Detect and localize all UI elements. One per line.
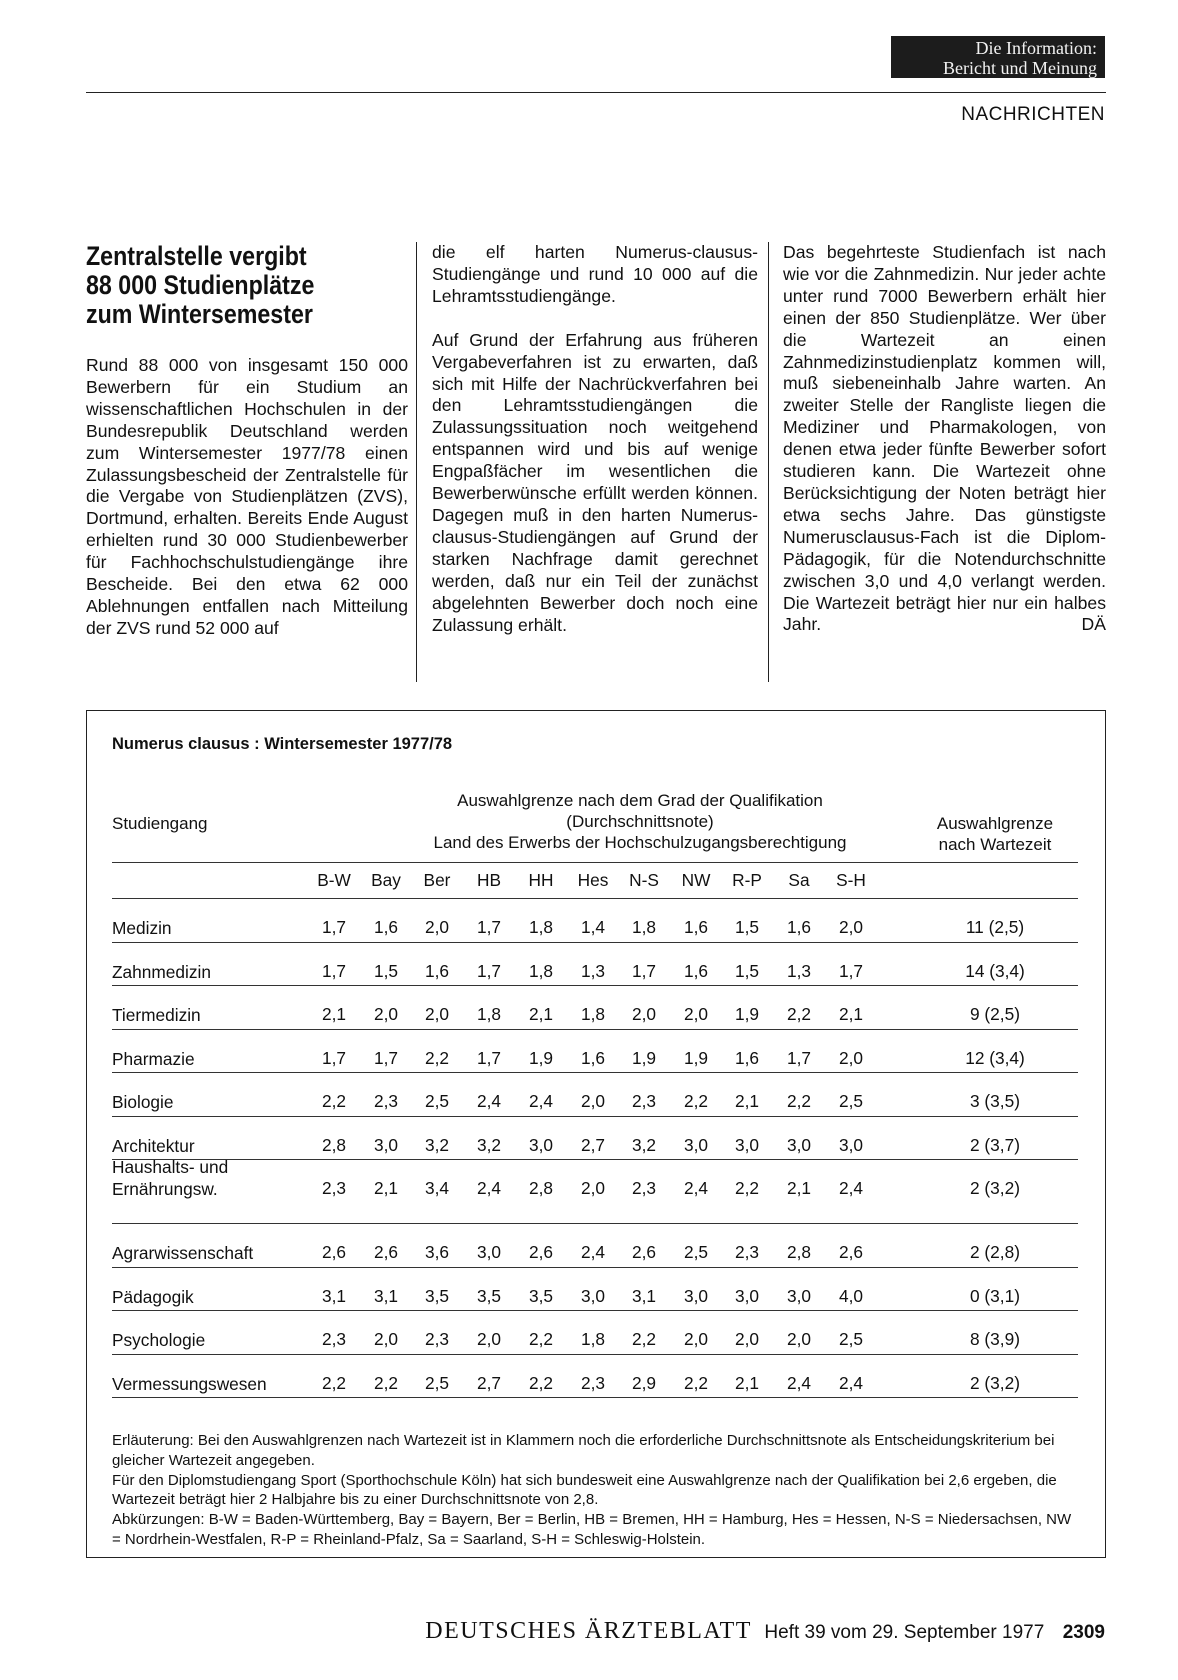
row-label-line: Ernährungsw. <box>112 1179 218 1199</box>
grade-cell: 1,7 <box>321 917 347 937</box>
header-wartezeit-line: nach Wartezeit <box>938 835 1052 854</box>
wartezeit-cell: 14 (3,4) <box>965 961 1025 981</box>
grade-cell: 4,0 <box>838 1286 864 1306</box>
row-label <box>112 1135 312 1157</box>
state-header: Sa <box>788 870 810 890</box>
grade-cell: 2,0 <box>580 1091 606 1111</box>
grade-cell: 2,0 <box>424 1004 450 1024</box>
header-qualifikation-line: Auswahlgrenze nach dem Grad der Qualifikation <box>457 791 823 810</box>
table-rule <box>112 1029 1078 1030</box>
grade-cell: 2,0 <box>786 1329 812 1349</box>
article-column-2 <box>432 242 758 636</box>
state-header: NW <box>681 870 711 890</box>
grade-cell: 2,2 <box>528 1329 554 1349</box>
headline-line-3: zum Wintersemester <box>86 299 313 329</box>
grade-cell: 2,5 <box>683 1242 709 1262</box>
article-paragraph <box>783 242 1106 636</box>
grade-cell: 2,0 <box>373 1329 399 1349</box>
grade-cell: 2,1 <box>786 1178 812 1198</box>
table-rule <box>112 898 1078 899</box>
grade-cell: 2,4 <box>528 1091 554 1111</box>
grade-cell: 2,0 <box>580 1178 606 1198</box>
grade-cell: 2,2 <box>786 1091 812 1111</box>
row-label <box>112 961 312 983</box>
state-header: HB <box>476 870 501 890</box>
row-label <box>112 1156 312 1200</box>
row-label-line: Pädagogik <box>112 1287 194 1307</box>
grade-cell: 2,7 <box>580 1135 606 1155</box>
row-label-line: Psychologie <box>112 1330 206 1350</box>
row-label-line: Medizin <box>112 918 172 938</box>
table-rule <box>112 1397 1078 1398</box>
wartezeit-cell: 8 (3,9) <box>970 1329 1020 1349</box>
wartezeit-cell: 2 (3,7) <box>970 1135 1020 1155</box>
grade-cell: 2,2 <box>631 1329 657 1349</box>
grade-cell: 2,0 <box>734 1329 760 1349</box>
grade-cell: 2,5 <box>838 1091 864 1111</box>
grade-cell: 2,8 <box>528 1178 554 1198</box>
grade-cell: 2,0 <box>838 1048 864 1068</box>
row-label <box>112 917 312 939</box>
grade-cell: 1,9 <box>528 1048 554 1068</box>
grade-cell: 2,1 <box>838 1004 864 1024</box>
grade-cell: 1,8 <box>580 1329 606 1349</box>
grade-cell: 2,5 <box>838 1329 864 1349</box>
header-wartezeit-line: Auswahlgrenze <box>936 814 1054 833</box>
grade-cell: 2,9 <box>631 1373 657 1393</box>
grade-cell: 2,2 <box>734 1178 760 1198</box>
grade-cell: 3,2 <box>476 1135 502 1155</box>
table-notes <box>112 1431 1078 1550</box>
headline-line-1: Zentralstelle vergibt <box>86 241 307 271</box>
grade-cell: 1,8 <box>476 1004 502 1024</box>
grade-cell: 1,6 <box>424 961 450 981</box>
state-header: HH <box>528 870 554 890</box>
grade-cell: 1,9 <box>734 1004 760 1024</box>
grade-cell: 2,3 <box>631 1178 657 1198</box>
article-column-3 <box>783 242 1106 636</box>
state-header: Ber <box>423 870 451 890</box>
row-label <box>112 1286 312 1308</box>
grade-cell: 2,2 <box>321 1091 347 1111</box>
grade-cell: 2,4 <box>476 1178 502 1198</box>
table-rule <box>112 1354 1078 1355</box>
grade-cell: 3,0 <box>476 1242 502 1262</box>
grade-cell: 3,0 <box>580 1286 606 1306</box>
grade-cell: 2,4 <box>683 1178 709 1198</box>
grade-cell: 2,5 <box>424 1373 450 1393</box>
header-wartezeit <box>900 813 1090 855</box>
header-studiengang: Studiengang <box>112 814 208 833</box>
grade-cell: 1,8 <box>528 961 554 981</box>
grade-cell: 2,1 <box>373 1178 399 1198</box>
grade-cell: 2,5 <box>424 1091 450 1111</box>
article-paragraph-text: Das begehrteste Studienfach ist nach wie vor die Zahnmedizin. Nur jeder achte unter rund 7000 Bewerbern erhält hier einen der 850 Studienplätze. Wer über die Wartezeit an einen Zahnmedizinstudienplatz kommen will, muß siebeneinhalb Jahre warten. An zweiter Stelle der Rangliste liegen die Mediziner und Pharmakologen, von denen etwa jeder fünfte Bewerber sofort studieren kann. Die Wartezeit ohne Berücksichtigung der Noten beträgt hier etwa sechs Jahre. Das günstigste Numerusclausus-Fach ist die Diplom-Pädagogik, für die Notendurchschnitte zwischen 3,0 und 4,0 verlangt werden. Die Wartezeit beträgt hier nur ein halbes Jahr. <box>783 242 1106 635</box>
grade-cell: 2,2 <box>683 1373 709 1393</box>
grade-cell: 2,4 <box>580 1242 606 1262</box>
grade-cell: 2,8 <box>786 1242 812 1262</box>
grade-cell: 2,0 <box>683 1004 709 1024</box>
grade-cell: 2,1 <box>321 1004 347 1024</box>
row-label-line: Biologie <box>112 1092 174 1112</box>
grade-cell: 2,4 <box>838 1373 864 1393</box>
wartezeit-cell: 9 (2,5) <box>970 1004 1020 1024</box>
row-label <box>112 1373 312 1395</box>
grade-cell: 3,0 <box>786 1135 812 1155</box>
grade-cell: 1,3 <box>786 961 812 981</box>
grade-cell: 3,2 <box>631 1135 657 1155</box>
grade-cell: 2,2 <box>424 1048 450 1068</box>
grade-cell: 2,8 <box>321 1135 347 1155</box>
table-rule <box>112 1072 1078 1073</box>
grade-cell: 1,9 <box>631 1048 657 1068</box>
grade-cell: 1,7 <box>373 1048 399 1068</box>
grade-cell: 3,0 <box>683 1286 709 1306</box>
grade-cell: 1,6 <box>683 917 709 937</box>
grade-cell: 2,3 <box>424 1329 450 1349</box>
wartezeit-cell: 12 (3,4) <box>965 1048 1025 1068</box>
wartezeit-cell: 3 (3,5) <box>970 1091 1020 1111</box>
table-rule <box>112 1116 1078 1117</box>
grade-cell: 1,9 <box>683 1048 709 1068</box>
note-abbreviations: Abkürzungen: B-W = Baden-Württemberg, Bay = Bayern, Ber = Berlin, HB = Bremen, HH = Hamburg, Hes = Hessen, N-S = Niedersachsen, NW = Nordrhein-Westfalen, R-P = Rheinland-Pfalz, Sa = Saarland, S-H = Schleswig-Holstein. <box>112 1511 1072 1548</box>
grade-cell: 2,6 <box>631 1242 657 1262</box>
grade-cell: 1,8 <box>528 917 554 937</box>
grade-cell: 2,3 <box>321 1178 347 1198</box>
header-qualifikation-line: (Durchschnittsnote) <box>566 812 714 831</box>
grade-cell: 3,0 <box>528 1135 554 1155</box>
table-rule <box>112 1223 1078 1224</box>
grade-cell: 2,7 <box>476 1373 502 1393</box>
grade-cell: 1,8 <box>631 917 657 937</box>
grade-cell: 3,0 <box>734 1286 760 1306</box>
grade-cell: 3,1 <box>631 1286 657 1306</box>
state-header: R-P <box>732 870 762 890</box>
grade-cell: 1,5 <box>734 961 760 981</box>
grade-cell: 2,0 <box>631 1004 657 1024</box>
grade-cell: 2,2 <box>786 1004 812 1024</box>
column-divider <box>768 242 769 682</box>
grade-cell: 2,3 <box>580 1373 606 1393</box>
article-headline <box>86 242 413 329</box>
grade-cell: 1,8 <box>580 1004 606 1024</box>
table-rule <box>112 1267 1078 1268</box>
row-label-line: Vermessungswesen <box>112 1374 267 1394</box>
grade-cell: 3,0 <box>786 1286 812 1306</box>
grade-cell: 2,1 <box>734 1373 760 1393</box>
grade-cell: 3,1 <box>321 1286 347 1306</box>
table-rule <box>112 862 1078 863</box>
grade-cell: 1,4 <box>580 917 606 937</box>
grade-cell: 1,7 <box>476 917 502 937</box>
table-title: Numerus clausus : Wintersemester 1977/78 <box>112 735 453 753</box>
rubric-line-1: Die Information: <box>975 38 1097 58</box>
table-rule <box>112 1310 1078 1311</box>
state-header: S-H <box>836 870 866 890</box>
grade-cell: 3,5 <box>476 1286 502 1306</box>
article-paragraph: die elf harten Numerus-clausus-Studiengänge und rund 10 000 auf die Lehramtsstudiengänge. <box>432 242 758 306</box>
note-sport: Für den Diplomstudiengang Sport (Sporthochschule Köln) hat sich bundesweit eine Auswahlgrenze nach der Qualifikation bei 2,6 ergeben, die Wartezeit beträgt hier 2 Halbjahre bis zu einer Durchschnittsnote von 2,8. <box>112 1471 1057 1509</box>
grade-cell: 1,7 <box>476 1048 502 1068</box>
grade-cell: 3,5 <box>528 1286 554 1306</box>
article-column-1 <box>86 242 408 640</box>
grade-cell: 2,4 <box>786 1373 812 1393</box>
rubric-badge <box>891 36 1105 78</box>
grade-cell: 2,6 <box>321 1242 347 1262</box>
grade-cell: 2,0 <box>838 917 864 937</box>
row-label <box>112 1004 312 1026</box>
grade-cell: 1,5 <box>373 961 399 981</box>
grade-cell: 1,7 <box>476 961 502 981</box>
grade-cell: 1,6 <box>786 917 812 937</box>
grade-cell: 3,5 <box>424 1286 450 1306</box>
row-label <box>112 1048 312 1070</box>
grade-cell: 2,2 <box>528 1373 554 1393</box>
grade-cell: 2,3 <box>631 1091 657 1111</box>
grade-cell: 2,0 <box>373 1004 399 1024</box>
grade-cell: 3,0 <box>838 1135 864 1155</box>
wartezeit-cell: 0 (3,1) <box>970 1286 1020 1306</box>
grade-cell: 1,3 <box>580 961 606 981</box>
grade-cell: 2,3 <box>321 1329 347 1349</box>
grade-cell: 2,0 <box>683 1329 709 1349</box>
table-rule <box>112 942 1078 943</box>
grade-cell: 1,7 <box>631 961 657 981</box>
grade-cell: 1,5 <box>734 917 760 937</box>
row-label-line: Agrarwissenschaft <box>112 1243 254 1263</box>
state-header: Hes <box>577 870 609 890</box>
table-rule <box>112 985 1078 986</box>
header-rule <box>86 92 1106 93</box>
headline-line-2: 88 000 Studienplätze <box>86 270 315 300</box>
grade-cell: 2,4 <box>476 1091 502 1111</box>
grade-cell: 3,0 <box>373 1135 399 1155</box>
grade-cell: 3,1 <box>373 1286 399 1306</box>
article-paragraph: Auf Grund der Erfahrung aus früheren Vergabeverfahren ist zu erwarten, daß sich mit Hilfe der Nachrückverfahren bei den Lehramtsstudiengängen die Zulassungssituation noch weitgehend entspannen wird und bis auf wenige Engpaßfächer im wesentlichen die Bewerberwünsche erfüllt werden können. Dagegen muß in den harten Numerus-clausus-Studiengängen auf Grund der starken Nachfrage damit gerechnet werden, daß nur ein Teil der zunächst abgelehnten Bewerber doch noch eine Zulassung erhält. <box>432 329 758 635</box>
grade-cell: 2,2 <box>683 1091 709 1111</box>
grade-cell: 3,0 <box>734 1135 760 1155</box>
grade-cell: 1,7 <box>786 1048 812 1068</box>
grade-cell: 1,6 <box>734 1048 760 1068</box>
grade-cell: 2,0 <box>476 1329 502 1349</box>
state-header: N-S <box>629 870 659 890</box>
row-label-line: Tiermedizin <box>112 1005 201 1025</box>
grade-cell: 2,1 <box>734 1091 760 1111</box>
grade-cell: 1,7 <box>321 1048 347 1068</box>
grade-cell: 2,3 <box>734 1242 760 1262</box>
row-label <box>112 1091 312 1113</box>
row-label-line: Haushalts- und <box>112 1157 229 1177</box>
page-number: 2309 <box>1062 1622 1105 1643</box>
grade-cell: 2,3 <box>373 1091 399 1111</box>
row-label-line: Zahnmedizin <box>112 962 211 982</box>
page-footer <box>405 1618 1105 1645</box>
row-label <box>112 1329 312 1351</box>
header-qualifikation-line: Land des Erwerbs der Hochschulzugangsberechtigung <box>433 833 847 852</box>
header-qualifikation <box>360 790 920 853</box>
grade-cell: 3,2 <box>424 1135 450 1155</box>
wartezeit-cell: 2 (3,2) <box>970 1373 1020 1393</box>
wartezeit-cell: 11 (2,5) <box>965 917 1025 937</box>
grade-cell: 2,6 <box>528 1242 554 1262</box>
grade-cell: 1,6 <box>580 1048 606 1068</box>
grade-cell: 2,0 <box>424 917 450 937</box>
rubric-line-2: Bericht und Meinung <box>943 58 1097 78</box>
grade-cell: 1,7 <box>321 961 347 981</box>
row-label-line: Pharmazie <box>112 1049 195 1069</box>
grade-cell: 1,7 <box>838 961 864 981</box>
row-label <box>112 1242 312 1264</box>
grade-cell: 1,6 <box>373 917 399 937</box>
grade-cell: 1,6 <box>683 961 709 981</box>
note-explanation: Erläuterung: Bei den Auswahlgrenzen nach Wartezeit ist in Klammern noch die erforderliche Durchschnittsnote als Entscheidungskriterium bei gleicher Wartezeit angegeben. <box>112 1432 1055 1469</box>
section-label: NACHRICHTEN <box>961 104 1105 125</box>
article-paragraph: Rund 88 000 von insgesamt 150 000 Bewerbern für ein Studium an wissenschaftlichen Hochschulen in der Bundesrepublik Deutschland werden zum Wintersemester 1977/78 einen Zulassungsbescheid der Zentralstelle für die Vergabe von Studienplätzen (ZVS), Dortmund, erhalten. Bereits Ende August erhielten rund 30 000 Studienbewerber für Fachhochschulstudiengänge ihre Bescheide. Bei den etwa 62 000 Ablehnungen entfallen nach Mitteilung der ZVS rund 52 000 auf <box>86 355 408 638</box>
state-header: B-W <box>317 870 351 890</box>
grade-cell: 2,1 <box>528 1004 554 1024</box>
state-header: Bay <box>371 870 401 890</box>
grade-cell: 3,4 <box>424 1178 450 1198</box>
grade-cell: 2,4 <box>838 1178 864 1198</box>
grade-cell: 3,0 <box>683 1135 709 1155</box>
column-divider <box>416 242 417 682</box>
grade-cell: 2,2 <box>373 1373 399 1393</box>
row-label-line: Architektur <box>112 1136 195 1156</box>
wartezeit-cell: 2 (2,8) <box>970 1242 1020 1262</box>
wartezeit-cell: 2 (3,2) <box>970 1178 1020 1198</box>
grade-cell: 2,6 <box>373 1242 399 1262</box>
journal-name: DEUTSCHES ÄRZTEBLATT <box>425 1618 752 1644</box>
grade-cell: 2,6 <box>838 1242 864 1262</box>
grade-cell: 3,6 <box>424 1242 450 1262</box>
issue-info: Heft 39 vom 29. September 1977 <box>764 1622 1045 1643</box>
author-signature: DÄ <box>1081 614 1106 635</box>
grade-cell: 2,2 <box>321 1373 347 1393</box>
